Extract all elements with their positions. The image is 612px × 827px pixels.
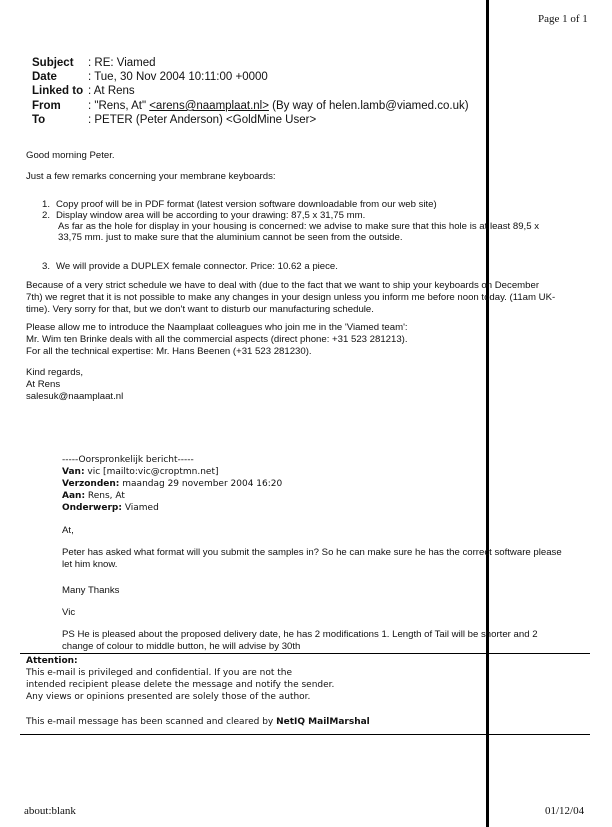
original-separator: -----Oorspronkelijk bericht----- <box>62 455 194 465</box>
original-thanks: Many Thanks <box>62 585 120 596</box>
list-item-2-sub: 33,75 mm. just to make sure that the aluminium cannot be seen from the outside. <box>58 232 403 243</box>
from-email-link[interactable]: <arens@naamplaat.nl> <box>149 100 269 112</box>
disclaimer-line: This e-mail is privileged and confidential. If you are not the <box>26 668 293 678</box>
intro-paragraph: Mr. Wim ten Brinke deals with all the commercial aspects (direct phone: +31 523 281213). <box>26 334 408 345</box>
header-from: From : "Rens, At" <arens@naamplaat.nl> (By way of helen.lamb@viamed.co.uk) <box>32 100 469 112</box>
list-item-2-sub: As far as the hole for display in your housing is concerned: we advise to make sure that this hole is at least 89,5 x <box>58 221 540 232</box>
schedule-paragraph: 7th) we regret that it is not possible to make any changes in your design unless you inform me before noon today. (11am UK- <box>26 292 556 303</box>
original-paragraph: let him know. <box>62 559 118 570</box>
divider <box>20 653 590 654</box>
original-salutation: At, <box>62 525 74 536</box>
attention-heading: Attention: <box>26 656 78 666</box>
signoff-email: salesuk@naamplaat.nl <box>26 391 124 402</box>
original-ps: change of colour to middle button, he will advise by 30th <box>62 641 301 652</box>
header-linked-to: Linked to : At Rens <box>32 85 135 97</box>
list-item-2: 2. Display window area will be according to your drawing: 87,5 x 31,75 mm. <box>42 210 366 221</box>
original-subject: Onderwerp: Viamed <box>62 503 159 513</box>
print-date: 01/12/04 <box>545 805 585 817</box>
disclaimer-line: Any views or opinions presented are solely those of the author. <box>26 692 311 702</box>
schedule-paragraph: Because of a very strict schedule we have to deal with (due to the fact that we want to ship your keyboards on December <box>26 280 540 291</box>
list-item-1: 1. Copy proof will be in PDF format (latest version software downloadable from our web site) <box>42 199 437 210</box>
original-ps: PS He is pleased about the proposed delivery date, he has 2 modifications 1. Length of Tail will be shorter and 2 <box>62 629 538 640</box>
scan-notice: This e-mail message has been scanned and cleared by NetIQ MailMarshal <box>26 717 370 727</box>
original-to: Aan: Rens, At <box>62 491 125 501</box>
header-date: Date : Tue, 30 Nov 2004 10:11:00 +0000 <box>32 71 268 83</box>
header-subject: Subject : RE: Viamed <box>32 57 156 69</box>
page-number: Page 1 of 1 <box>538 13 588 25</box>
greeting: Good morning Peter. <box>26 150 115 161</box>
intro-paragraph: For all the technical expertise: Mr. Hans Beenen (+31 523 281230). <box>26 346 312 357</box>
original-paragraph: Peter has asked what format will you submit the samples in? So he can make sure he has the correct software please <box>62 547 562 558</box>
page-url: about:blank <box>24 805 76 817</box>
list-item-3: 3. We will provide a DUPLEX female connector. Price: 10.62 a piece. <box>42 261 338 272</box>
divider <box>20 734 590 735</box>
disclaimer-line: intended recipient please delete the message and notify the sender. <box>26 680 335 690</box>
original-name: Vic <box>62 607 76 618</box>
signoff-name: At Rens <box>26 379 61 390</box>
original-from: Van: vic [mailto:vic@croptmn.net] <box>62 467 219 477</box>
signoff: Kind regards, <box>26 367 84 378</box>
intro-paragraph: Please allow me to introduce the Naamplaat colleagues who join me in the 'Viamed team': <box>26 322 408 333</box>
intro: Just a few remarks concerning your membrane keyboards: <box>26 171 276 182</box>
header-to: To : PETER (Peter Anderson) <GoldMine User> <box>32 114 317 126</box>
scan-vertical-rule <box>486 0 489 827</box>
schedule-paragraph: time). Very sorry for that, but we don't want to disturb our manufacturing schedule. <box>26 304 374 315</box>
original-sent: Verzonden: maandag 29 november 2004 16:20 <box>62 479 283 489</box>
